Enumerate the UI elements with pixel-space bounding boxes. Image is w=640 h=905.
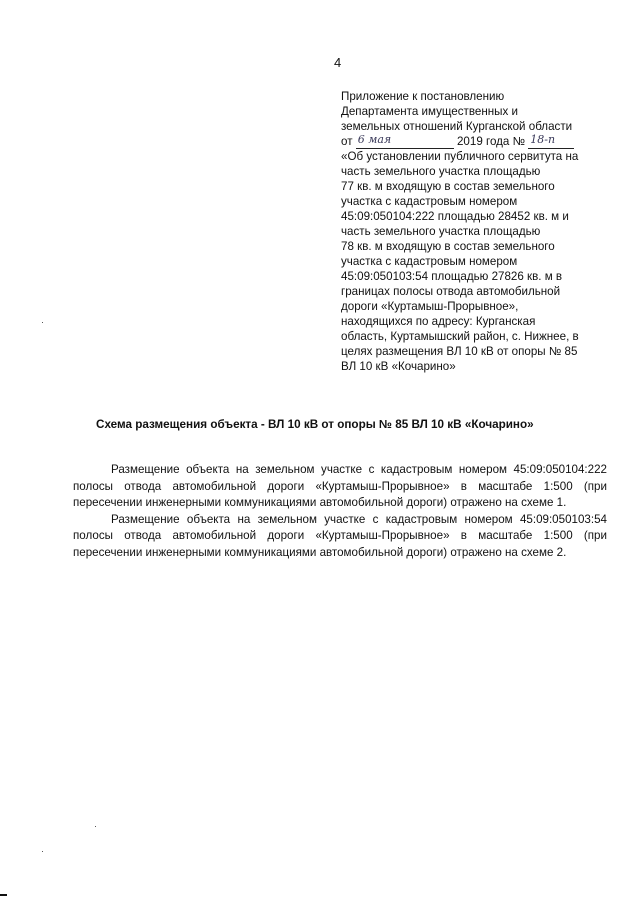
appendix-line: ВЛ 10 кВ «Кочарино» <box>341 360 456 373</box>
scan-mark <box>0 894 7 896</box>
appendix-line: дороги «Куртамыш-Прорывное», <box>341 300 519 313</box>
appendix-line: границах полосы отвода автомобильной <box>341 285 561 298</box>
appendix-block <box>341 89 611 374</box>
scan-speck <box>95 826 96 827</box>
date-middle: 2019 года № <box>456 135 526 148</box>
appendix-line: 45:09:050103:54 площадью 27826 кв. м в <box>341 270 563 283</box>
appendix-line: «Об установлении публичного сервитута на <box>341 150 579 163</box>
appendix-line: участка с кадастровым номером <box>341 255 518 268</box>
handwritten-date <box>356 135 454 149</box>
appendix-date-line <box>341 134 611 149</box>
appendix-line: 77 кв. м входящую в состав земельного <box>341 180 555 193</box>
document-title: Схема размещения объекта - ВЛ 10 кВ от опоры № 85 ВЛ 10 кВ «Кочарино» <box>96 418 534 431</box>
appendix-line: область, Куртамышский район, с. Нижнее, в <box>341 330 579 343</box>
handwritten-number <box>528 135 574 149</box>
date-prefix: от <box>341 135 353 148</box>
appendix-line: участка с кадастровым номером <box>341 195 518 208</box>
paragraph: Размещение объекта на земельном участке с кадастровым номером 45:09:050104:222 полосы отвода автомобильной дороги «Куртамыш-Прорывное» в масштабе 1:500 (при пересечении инженерными коммуникациями автомобильной дороги) отражено на схеме 1. <box>73 463 607 509</box>
appendix-line: часть земельного участка площадью <box>341 165 541 178</box>
body-text <box>73 462 607 561</box>
appendix-line: целях размещения ВЛ 10 кВ от опоры № 85 <box>341 345 578 358</box>
appendix-line: Приложение к постановлению <box>341 90 505 103</box>
appendix-line: часть земельного участка площадью <box>341 225 541 238</box>
appendix-line: земельных отношений Курганской области <box>341 120 573 133</box>
page-number: 4 <box>334 55 342 70</box>
appendix-line: находящихся по адресу: Курганская <box>341 315 536 328</box>
scan-speck <box>42 322 43 323</box>
paragraph: Размещение объекта на земельном участке с кадастровым номером 45:09:050103:54 полосы отвода автомобильной дороги «Куртамыш-Прорывное» в масштабе 1:500 (при пересечении инженерными коммуникациями автомобильной дороги) отражено на схеме 2. <box>73 512 607 559</box>
handwritten-number-text: 18-п <box>530 133 556 146</box>
scan-speck <box>42 851 43 852</box>
appendix-line: Департамента имущественных и <box>341 105 518 118</box>
appendix-line: 45:09:050104:222 площадью 28452 кв. м и <box>341 210 569 223</box>
handwritten-date-text: 6 мая <box>357 133 392 146</box>
appendix-line: 78 кв. м входящую в состав земельного <box>341 240 555 253</box>
